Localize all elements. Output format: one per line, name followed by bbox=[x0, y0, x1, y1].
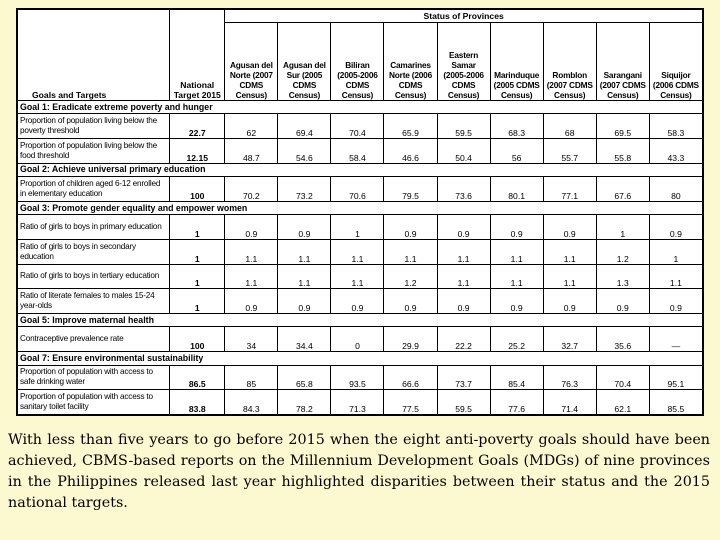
province-value: 46.6 bbox=[384, 139, 437, 164]
goal-title: Goal 5: Improve maternal health bbox=[18, 314, 703, 327]
indicator-label: Contraceptive prevalence rate bbox=[18, 327, 170, 352]
province-value: 79.5 bbox=[384, 177, 437, 202]
province-value: 1 bbox=[596, 215, 649, 240]
province-value: 0.9 bbox=[437, 289, 490, 314]
province-value: 0.9 bbox=[278, 215, 331, 240]
province-value: 69.5 bbox=[596, 114, 649, 139]
status-of-provinces-header: Status of Provinces bbox=[225, 10, 703, 23]
province-value: 85.5 bbox=[649, 390, 702, 415]
indicator-label: Ratio of literate females to males 15-24 year-olds bbox=[18, 289, 170, 314]
goal-title: Goal 1: Eradicate extreme poverty and hunger bbox=[18, 101, 703, 114]
province-value: 67.6 bbox=[596, 177, 649, 202]
header-row-status bbox=[18, 10, 703, 23]
province-value: 22.2 bbox=[437, 327, 490, 352]
province-header: Biliran (2005-2006 CDMS Census) bbox=[331, 23, 384, 101]
goal-title: Goal 7: Ensure environmental sustainability bbox=[18, 352, 703, 365]
province-header: Sarangani (2007 CDMS Census) bbox=[596, 23, 649, 101]
indicator-row bbox=[18, 365, 703, 390]
province-value: 0.9 bbox=[384, 215, 437, 240]
goal-row bbox=[18, 314, 703, 327]
province-value: 68.3 bbox=[490, 114, 543, 139]
province-value: 70.6 bbox=[331, 177, 384, 202]
province-value: 0.9 bbox=[225, 289, 278, 314]
province-header: Camarines Norte (2006 CDMS Census) bbox=[384, 23, 437, 101]
province-value: 59.5 bbox=[437, 390, 490, 415]
province-value: 0.9 bbox=[278, 289, 331, 314]
province-value: 77.6 bbox=[490, 390, 543, 415]
province-value: 93.5 bbox=[331, 365, 384, 390]
province-header: Marinduque (2005 CDMS Census) bbox=[490, 23, 543, 101]
province-value: 1 bbox=[331, 215, 384, 240]
province-value: 43.3 bbox=[649, 139, 702, 164]
province-value: 0.9 bbox=[490, 215, 543, 240]
goal-row bbox=[18, 352, 703, 365]
province-value: 1 bbox=[649, 239, 702, 264]
province-value: 50.4 bbox=[437, 139, 490, 164]
province-value: 73.7 bbox=[437, 365, 490, 390]
province-value: 54.6 bbox=[278, 139, 331, 164]
province-value: 32.7 bbox=[543, 327, 596, 352]
mdg-status-table bbox=[17, 9, 703, 415]
province-value: 34 bbox=[225, 327, 278, 352]
indicator-label: Proportion of population with access to safe drinking water bbox=[18, 365, 170, 390]
province-value: 0.9 bbox=[649, 289, 702, 314]
province-value: 76.3 bbox=[543, 365, 596, 390]
national-target-value: 12.15 bbox=[170, 139, 225, 164]
goal-title: Goal 3: Promote gender equality and empower women bbox=[18, 201, 703, 214]
province-value: 78.2 bbox=[278, 390, 331, 415]
province-value: 70.2 bbox=[225, 177, 278, 202]
province-value: 80 bbox=[649, 177, 702, 202]
national-target-value: 1 bbox=[170, 289, 225, 314]
province-value: 29.9 bbox=[384, 327, 437, 352]
province-value: 62 bbox=[225, 114, 278, 139]
province-value: 1.1 bbox=[225, 239, 278, 264]
national-target-value: 100 bbox=[170, 177, 225, 202]
province-value: 0.9 bbox=[490, 289, 543, 314]
province-value: 1.3 bbox=[596, 264, 649, 289]
province-value: 55.7 bbox=[543, 139, 596, 164]
indicator-label: Ratio of girls to boys in secondary education bbox=[18, 239, 170, 264]
province-value: 0.9 bbox=[649, 215, 702, 240]
province-value: 1.1 bbox=[543, 264, 596, 289]
province-value: 1.1 bbox=[331, 264, 384, 289]
goal-title: Goal 2: Achieve universal primary education bbox=[18, 163, 703, 176]
national-target-value: 22.7 bbox=[170, 114, 225, 139]
indicator-row bbox=[18, 215, 703, 240]
goal-row bbox=[18, 163, 703, 176]
national-target-value: 86.5 bbox=[170, 365, 225, 390]
indicator-label: Ratio of girls to boys in primary education bbox=[18, 215, 170, 240]
province-value: 62.1 bbox=[596, 390, 649, 415]
province-value: 1.1 bbox=[649, 264, 702, 289]
indicator-row bbox=[18, 239, 703, 264]
province-value: 85 bbox=[225, 365, 278, 390]
province-header: Siquijor (2006 CDMS Census) bbox=[649, 23, 702, 101]
indicator-row bbox=[18, 114, 703, 139]
indicator-label: Proportion of children aged 6-12 enrolled in elementary education bbox=[18, 177, 170, 202]
indicator-row bbox=[18, 390, 703, 415]
province-value: 1.1 bbox=[278, 264, 331, 289]
province-value: 80.1 bbox=[490, 177, 543, 202]
indicator-row bbox=[18, 327, 703, 352]
province-value: 0.9 bbox=[543, 289, 596, 314]
province-value: 1.1 bbox=[437, 239, 490, 264]
province-value: 1.1 bbox=[331, 239, 384, 264]
province-value: 68 bbox=[543, 114, 596, 139]
province-value: 77.1 bbox=[543, 177, 596, 202]
province-value: 55.8 bbox=[596, 139, 649, 164]
province-value: 1.1 bbox=[437, 264, 490, 289]
indicator-row bbox=[18, 264, 703, 289]
national-target-header: National Target 2015 bbox=[170, 10, 225, 101]
province-value: 0.9 bbox=[437, 215, 490, 240]
caption-text: With less than five years to go before 2015 when the eight anti-poverty goals should have been achieved, CBMS-based reports on the Millennium Development Goals (MDGs) of nine provinces in the Philippines released last year highlighted disparities between their status and the 2015 national targets. bbox=[8, 432, 710, 511]
province-value: 0.9 bbox=[384, 289, 437, 314]
national-target-value: 1 bbox=[170, 215, 225, 240]
indicator-label: Proportion of population living below the food threshold bbox=[18, 139, 170, 164]
national-target-value: 100 bbox=[170, 327, 225, 352]
province-value: 48.7 bbox=[225, 139, 278, 164]
province-value: 65.8 bbox=[278, 365, 331, 390]
province-value: 0.9 bbox=[543, 215, 596, 240]
province-value: 73.6 bbox=[437, 177, 490, 202]
province-value: 85.4 bbox=[490, 365, 543, 390]
indicator-row bbox=[18, 289, 703, 314]
province-value: 58.3 bbox=[649, 114, 702, 139]
goal-row bbox=[18, 201, 703, 214]
province-value: — bbox=[649, 327, 702, 352]
province-value: 35.6 bbox=[596, 327, 649, 352]
province-value: 1.1 bbox=[543, 239, 596, 264]
mdg-status-table-frame bbox=[16, 8, 704, 416]
goal-row bbox=[18, 101, 703, 114]
province-value: 0.9 bbox=[225, 215, 278, 240]
province-value: 73.2 bbox=[278, 177, 331, 202]
province-value: 65.9 bbox=[384, 114, 437, 139]
province-header: Eastern Samar (2005-2006 CDMS Census) bbox=[437, 23, 490, 101]
province-value: 71.3 bbox=[331, 390, 384, 415]
province-value: 59.5 bbox=[437, 114, 490, 139]
province-header: Agusan del Sur (2005 CDMS Census) bbox=[278, 23, 331, 101]
province-value: 77.5 bbox=[384, 390, 437, 415]
province-value: 69.4 bbox=[278, 114, 331, 139]
province-value: 1.2 bbox=[384, 264, 437, 289]
province-value: 84.3 bbox=[225, 390, 278, 415]
indicator-row bbox=[18, 177, 703, 202]
province-header: Agusan del Norte (2007 CDMS Census) bbox=[225, 23, 278, 101]
province-value: 95.1 bbox=[649, 365, 702, 390]
province-value: 0.9 bbox=[596, 289, 649, 314]
province-value: 1.1 bbox=[278, 239, 331, 264]
province-value: 0 bbox=[331, 327, 384, 352]
province-value: 25.2 bbox=[490, 327, 543, 352]
indicator-row bbox=[18, 139, 703, 164]
province-value: 34.4 bbox=[278, 327, 331, 352]
province-value: 66.6 bbox=[384, 365, 437, 390]
province-value: 70.4 bbox=[331, 114, 384, 139]
national-target-value: 83.8 bbox=[170, 390, 225, 415]
province-value: 1.1 bbox=[490, 239, 543, 264]
province-value: 58.4 bbox=[331, 139, 384, 164]
indicator-label: Proportion of population living below the poverty threshold bbox=[18, 114, 170, 139]
indicator-label: Ratio of girls to boys in tertiary education bbox=[18, 264, 170, 289]
goals-targets-header: Goals and Targets bbox=[18, 10, 170, 101]
province-value: 56 bbox=[490, 139, 543, 164]
province-value: 1.1 bbox=[384, 239, 437, 264]
province-value: 1.1 bbox=[225, 264, 278, 289]
province-value: 1.1 bbox=[490, 264, 543, 289]
national-target-value: 1 bbox=[170, 264, 225, 289]
province-value: 1.2 bbox=[596, 239, 649, 264]
province-header: Romblon (2007 CDMS Census) bbox=[543, 23, 596, 101]
province-value: 70.4 bbox=[596, 365, 649, 390]
province-value: 0.9 bbox=[331, 289, 384, 314]
indicator-label: Proportion of population with access to sanitary toilet facility bbox=[18, 390, 170, 415]
province-value: 71.4 bbox=[543, 390, 596, 415]
national-target-value: 1 bbox=[170, 239, 225, 264]
